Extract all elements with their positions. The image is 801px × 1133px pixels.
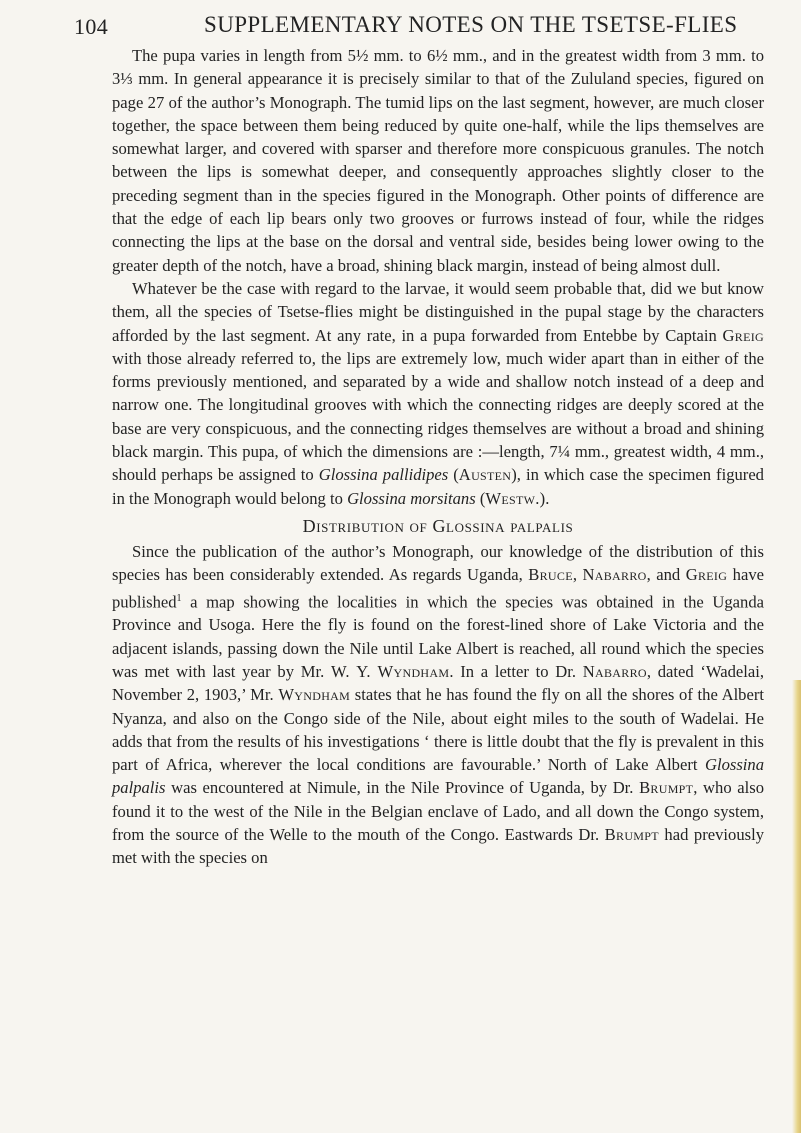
text-run: (	[448, 465, 459, 485]
author-name-greig: Greig	[685, 565, 728, 585]
author-name-wyndham: W. Y. Wyndham	[330, 661, 450, 681]
text-run: . In a letter to Dr.	[449, 661, 583, 681]
author-name-bruce: Bruce	[528, 565, 573, 585]
paragraph-pupa-description: The pupa varies in length from 5½ mm. to 6½ mm., and in the greatest width from 3 mm. to 3⅓ mm. In general appearance it is precisely similar to that of the Zululand species, figured on page 27 of the author’s Monograph. The tumid lips on the last segment, however, are much closer together, the space between them being reduced by quite one-half, while the lips themselves are somewhat larger, and covered with sparser and therefore more conspicuous granules. The notch between the lips is somewhat deeper, and consequently approaches slightly closer to the preceding segment than in the species figured in the Monograph. Other points of difference are that the edge of each lip bears only two grooves or furrows instead of four, while the ridges connecting the lips at the base on the dorsal and ventral side, besides being lower owing to the greater depth of the notch, have a broad, shining black margin, instead of being almost dull.	[112, 46, 764, 275]
text-run: have published	[112, 565, 765, 612]
text-run: , who also found it to the west of the Nile in the Belgian enclave of Lado, and all down the Congo system, from the source of the Welle to the mouth of the Congo. Eastwards Dr.	[112, 778, 764, 845]
text-run: ), in which case the specimen figured in the Monograph would belong to	[112, 465, 764, 508]
paragraph-pupal-stage	[112, 277, 764, 510]
author-name-westw: Westw.	[485, 488, 540, 508]
page-edge-shadow	[792, 680, 801, 1133]
text-run: , dated ‘Wadelai, November 2, 1903,’ Mr.	[112, 661, 764, 705]
text-run: , and	[646, 565, 686, 585]
text-run: a map showing the localities in which the species was obtained in the Uganda Province and Usoga. Here the fly is found on the forest-lined shore of Lake Victoria and the adjacent islands, passing down the Nile until Lake Albert is reached, all round which the species was met with last year by Mr.	[112, 592, 764, 681]
author-name-brumpt: Brumpt	[639, 778, 694, 798]
text-run: states that he has found the fly on all the shores of the Albert Nyanza, and also on the Congo side of the Nile, about eight miles to the south of Wadelai. He adds that from the results of his investigations ‘ there is little doubt that the fly is prevalent in this part of Africa, wherever the local conditions are favourable.’ North of Lake Albert	[112, 685, 764, 775]
text-run: Since the publication of the author’s Monograph, our knowledge of the distribution of this species has been considerably extended. As regards Uganda,	[112, 541, 764, 585]
text-run: Whatever be the case with regard to the larvae, it would seem probable that, did we but know them, all the species of Tsetse-flies might be distinguished in the pupal stage by the characters afforded by the last segment. At any rate, in a pupa forwarded from Entebbe by Captain	[112, 278, 764, 345]
text-run: ).	[539, 488, 550, 508]
author-name-greig: Greig	[722, 325, 764, 345]
page-number: 104	[74, 14, 109, 39]
author-name-nabarro: Nabarro	[582, 661, 647, 681]
section-heading: Distribution of Glossina palpalis	[302, 515, 574, 536]
author-name-austen: Austen	[458, 465, 512, 485]
text-run: ,	[572, 565, 583, 585]
paragraph-distribution	[112, 540, 764, 870]
text-run: had previously met with the species on	[112, 825, 764, 868]
running-head	[74, 12, 771, 42]
author-name-nabarro: Nabarro	[582, 565, 647, 585]
author-name-wyndham: Wyndham	[278, 685, 351, 705]
text-run: was encountered at Nimule, in the Nile Province of Uganda, by Dr.	[165, 778, 640, 798]
species-name-morsitans: Glossina morsitans	[347, 488, 476, 508]
species-name-palpalis: Glossina palpalis	[112, 755, 764, 798]
body-text	[112, 44, 764, 870]
author-name-brumpt: Brumpt	[604, 825, 659, 845]
text-run: (	[475, 488, 486, 508]
footnote-marker: 1	[176, 592, 182, 604]
running-title: SUPPLEMENTARY NOTES ON THE TSETSE-FLIES	[204, 12, 738, 37]
text-run: with those already referred to, the lips are extremely low, much wider apart than in either of the forms previously mentioned, and separated by a wide and shallow notch instead of a deep and narrow one. The longitudinal grooves with which the connecting ridges are deeply scored at the base are very conspicuous, and the connecting ridges themselves are without a broad and shining black margin. This pupa, of which the dimensions are :—length, 7¼ mm., greatest width, 4 mm., should perhaps be assigned to	[112, 348, 764, 485]
species-name-pallidipes: Glossina pallidipes	[318, 465, 449, 485]
